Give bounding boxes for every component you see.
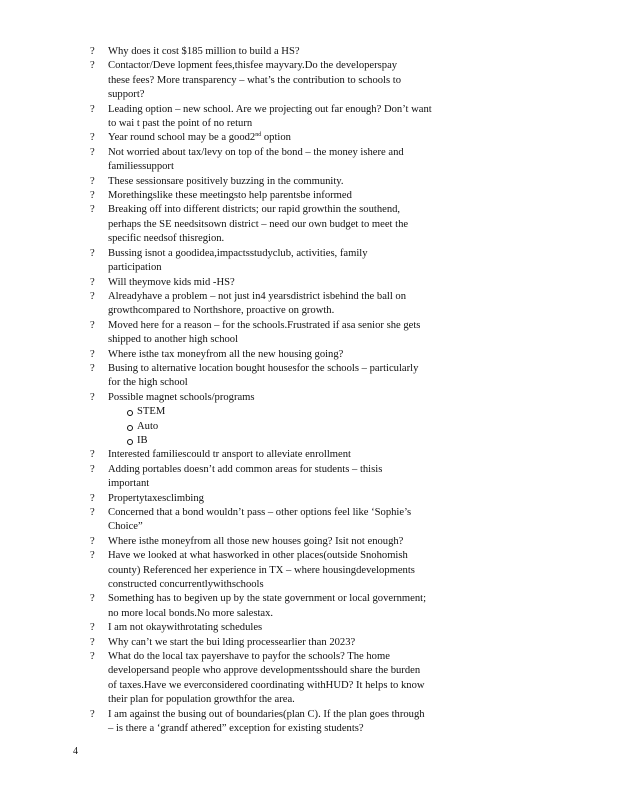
- circle-bullet-icon: [127, 439, 133, 445]
- bullet-marker: ?: [90, 290, 95, 302]
- bullet-marker: ?: [90, 492, 95, 504]
- bullet-marker: ?: [90, 103, 95, 115]
- comment-item: [0, 203, 618, 246]
- bullet-marker: ?: [90, 319, 95, 331]
- comment-item: [0, 131, 618, 145]
- comment-line: [108, 722, 492, 736]
- comment-text: Alreadyhave a problem – not just in4 yearsdistrict isbehind the ball on: [108, 290, 407, 302]
- comment-line: [108, 45, 492, 59]
- comment-line: [108, 549, 492, 563]
- comment-text: Have we looked at what hasworked in other places(outside Snohomish: [108, 550, 408, 562]
- comment-line: [108, 304, 492, 318]
- comment-text: Propertytaxesclimbing: [108, 492, 204, 504]
- comment-text: Something has to begiven up by the state government or local government;: [108, 593, 427, 605]
- circle-bullet-icon: [127, 425, 133, 431]
- comment-text: to wai t past the point of no return: [108, 118, 253, 130]
- comment-item: [0, 650, 618, 708]
- comment-text: important: [108, 478, 150, 490]
- comment-item: [0, 146, 618, 175]
- sub-item-text: STEM: [137, 406, 166, 418]
- bullet-marker: ?: [90, 636, 95, 648]
- bullet-marker: ?: [90, 463, 95, 475]
- comment-line: [108, 59, 492, 73]
- bullet-marker: ?: [90, 449, 95, 461]
- comment-text: of taxes.Have we everconsidered coordinating withHUD? It helps to know: [108, 679, 425, 691]
- comment-line: [108, 189, 492, 203]
- bullet-marker: ?: [90, 651, 95, 663]
- comment-line: [108, 247, 492, 261]
- comment-text: their plan for population growthfor the area.: [108, 694, 295, 706]
- comment-line: [108, 290, 492, 304]
- ordinal-suffix: nd: [255, 132, 262, 139]
- comment-line: [108, 203, 492, 217]
- comment-text: Year round school may be a good2: [108, 132, 256, 144]
- comment-line: [108, 88, 492, 102]
- circle-bullet-icon: [127, 410, 133, 416]
- comment-text: Adding portables doesn’t add common areas for students – thisis: [108, 463, 383, 475]
- comment-text: Moved here for a reason – for the schools.Frustrated if asa senior she gets: [108, 319, 421, 331]
- comment-item: [0, 189, 618, 203]
- comment-item: [0, 636, 618, 650]
- comment-line: [108, 261, 492, 275]
- comment-item: [0, 247, 618, 276]
- comment-text: county) Referenced her experience in TX – where housingdevelopments: [108, 564, 415, 576]
- comment-text: these fees? More transparency – what’s the contribution to schools to: [108, 74, 402, 86]
- comment-text: Why can’t we start the bui lding processearlier than 2023?: [108, 636, 356, 648]
- bullet-marker: ?: [90, 190, 95, 202]
- comment-line: [108, 391, 492, 405]
- comment-text: constructed concurrentlywithschools: [108, 579, 264, 591]
- comment-line: [108, 218, 492, 232]
- comment-line: [108, 578, 492, 592]
- comment-item: [0, 448, 618, 462]
- comment-line: [108, 348, 492, 362]
- comment-text: I am against the busing out of boundaries(plan C). If the plan goes through: [108, 708, 425, 720]
- comment-line: [108, 131, 492, 145]
- comment-item: [0, 549, 618, 592]
- bullet-marker: ?: [90, 550, 95, 562]
- comment-item: [0, 535, 618, 549]
- comment-item: [0, 362, 618, 391]
- comment-line: [108, 592, 492, 606]
- comment-text: Contactor/Deve lopment fees,thisfee mayvary.Do the developerspay: [108, 60, 398, 72]
- comment-list: [0, 45, 618, 737]
- comment-line: [108, 607, 492, 621]
- comment-line: [108, 333, 492, 347]
- comment-line: [108, 636, 492, 650]
- comment-line: [108, 693, 492, 707]
- comment-item: [0, 276, 618, 290]
- comment-item: [0, 506, 618, 535]
- comment-item: [0, 319, 618, 348]
- comment-text: Breaking off into different districts; our rapid growthin the southend,: [108, 204, 401, 216]
- comment-line: [108, 477, 492, 491]
- comment-item: [0, 348, 618, 362]
- bullet-marker: ?: [90, 46, 95, 57]
- comment-item: [0, 463, 618, 492]
- comment-text: familiessupport: [108, 161, 174, 173]
- bullet-marker: ?: [90, 535, 95, 547]
- comment-text: Choice”: [108, 521, 143, 533]
- comment-text: Morethingslike these meetingsto help parentsbe informed: [108, 190, 352, 202]
- comment-line: [108, 117, 492, 131]
- bullet-marker: ?: [90, 132, 95, 144]
- comment-text: Will theymove kids mid -HS?: [108, 276, 235, 288]
- page-number: 4: [73, 746, 78, 757]
- comment-text: specific needsof thisregion.: [108, 233, 225, 245]
- comment-text: These sessionsare positively buzzing in the community.: [108, 175, 344, 187]
- comment-line: [108, 146, 492, 160]
- comment-text: Where isthe moneyfrom all those new houses going? Isit not enough?: [108, 535, 404, 547]
- comment-line: [108, 362, 492, 376]
- comment-line: [108, 319, 492, 333]
- comment-line: [108, 564, 492, 578]
- bullet-marker: ?: [90, 391, 95, 403]
- comment-item: [0, 290, 618, 319]
- comment-line: [108, 232, 492, 246]
- comment-text: shipped to another high school: [108, 334, 239, 346]
- comment-item: [0, 103, 618, 132]
- bullet-marker: ?: [90, 622, 95, 634]
- bullet-marker: ?: [90, 507, 95, 518]
- sub-list-item: [127, 405, 492, 419]
- comment-text: no more local bonds.No more salestax.: [108, 607, 274, 619]
- comment-text: Why does it cost $185 million to build a HS?: [108, 46, 300, 57]
- comment-item: [0, 45, 618, 59]
- comment-line: [108, 276, 492, 290]
- comment-line: [108, 376, 492, 390]
- comment-text: Busing to alternative location bought housesfor the schools – particularly: [108, 362, 419, 374]
- comment-line: [108, 664, 492, 678]
- comment-line: [108, 448, 492, 462]
- comment-text: I am not okaywithrotating schedules: [108, 622, 263, 634]
- comment-text: for the high school: [108, 377, 188, 389]
- comment-item: [0, 592, 618, 621]
- comment-line: [108, 708, 492, 722]
- comment-item: [0, 59, 618, 102]
- bullet-marker: ?: [90, 708, 95, 720]
- comment-item: [0, 708, 618, 737]
- sub-item-text: Auto: [137, 420, 159, 432]
- comment-line: [108, 650, 492, 664]
- bullet-marker: ?: [90, 60, 95, 72]
- comment-line: [108, 520, 492, 534]
- comment-line: [108, 621, 492, 635]
- bullet-marker: ?: [90, 175, 95, 187]
- comment-text: Interested familiescould tr ansport to alleviate enrollment: [108, 449, 351, 461]
- comment-line: [108, 103, 492, 117]
- bullet-marker: ?: [90, 276, 95, 288]
- comment-line: [108, 679, 492, 693]
- comment-line: [108, 463, 492, 477]
- comment-line: [108, 175, 492, 189]
- comment-text: Possible magnet schools/programs: [108, 391, 255, 403]
- bullet-marker: ?: [90, 204, 95, 216]
- bullet-marker: ?: [90, 362, 95, 374]
- comment-text-tail: option: [261, 132, 291, 144]
- comment-text: What do the local tax payershave to payfor the schools? The home: [108, 651, 390, 663]
- comment-item: [0, 621, 618, 635]
- comment-text: Leading option – new school. Are we projecting out far enough? Don’t want: [108, 103, 432, 115]
- comment-item: [0, 391, 618, 449]
- sub-item-text: IB: [137, 434, 148, 446]
- comment-text: Bussing isnot a goodidea,impactsstudyclub, activities, family: [108, 247, 368, 259]
- comment-text: support?: [108, 89, 145, 101]
- bullet-marker: ?: [90, 348, 95, 360]
- sub-list-item: [127, 420, 492, 434]
- bullet-marker: ?: [90, 593, 95, 605]
- sub-list: [108, 405, 492, 448]
- comment-text: – is there a ‘grandf athered” exception for existing students?: [108, 723, 364, 735]
- comment-line: [108, 506, 492, 520]
- comment-text: Where isthe tax moneyfrom all the new housing going?: [108, 348, 344, 360]
- comment-line: [108, 74, 492, 88]
- comment-text: Concerned that a bond wouldn’t pass – other options feel like ‘Sophie’s: [108, 507, 412, 518]
- sub-list-item: [127, 434, 492, 448]
- comment-line: [108, 535, 492, 549]
- comment-item: [0, 175, 618, 189]
- comment-line: [108, 492, 492, 506]
- comment-text: growthcompared to Northshore, proactive on growth.: [108, 305, 335, 317]
- bullet-marker: ?: [90, 247, 95, 259]
- bullet-marker: ?: [90, 146, 95, 158]
- comment-item: [0, 492, 618, 506]
- comment-text: participation: [108, 262, 162, 274]
- comment-line: [108, 160, 492, 174]
- comment-text: perhaps the SE needsitsown district – need our own budget to meet the: [108, 218, 409, 230]
- comment-text: developersand people who approve developmentsshould share the burden: [108, 665, 421, 677]
- comment-text: Not worried about tax/levy on top of the bond – the money ishere and: [108, 146, 404, 158]
